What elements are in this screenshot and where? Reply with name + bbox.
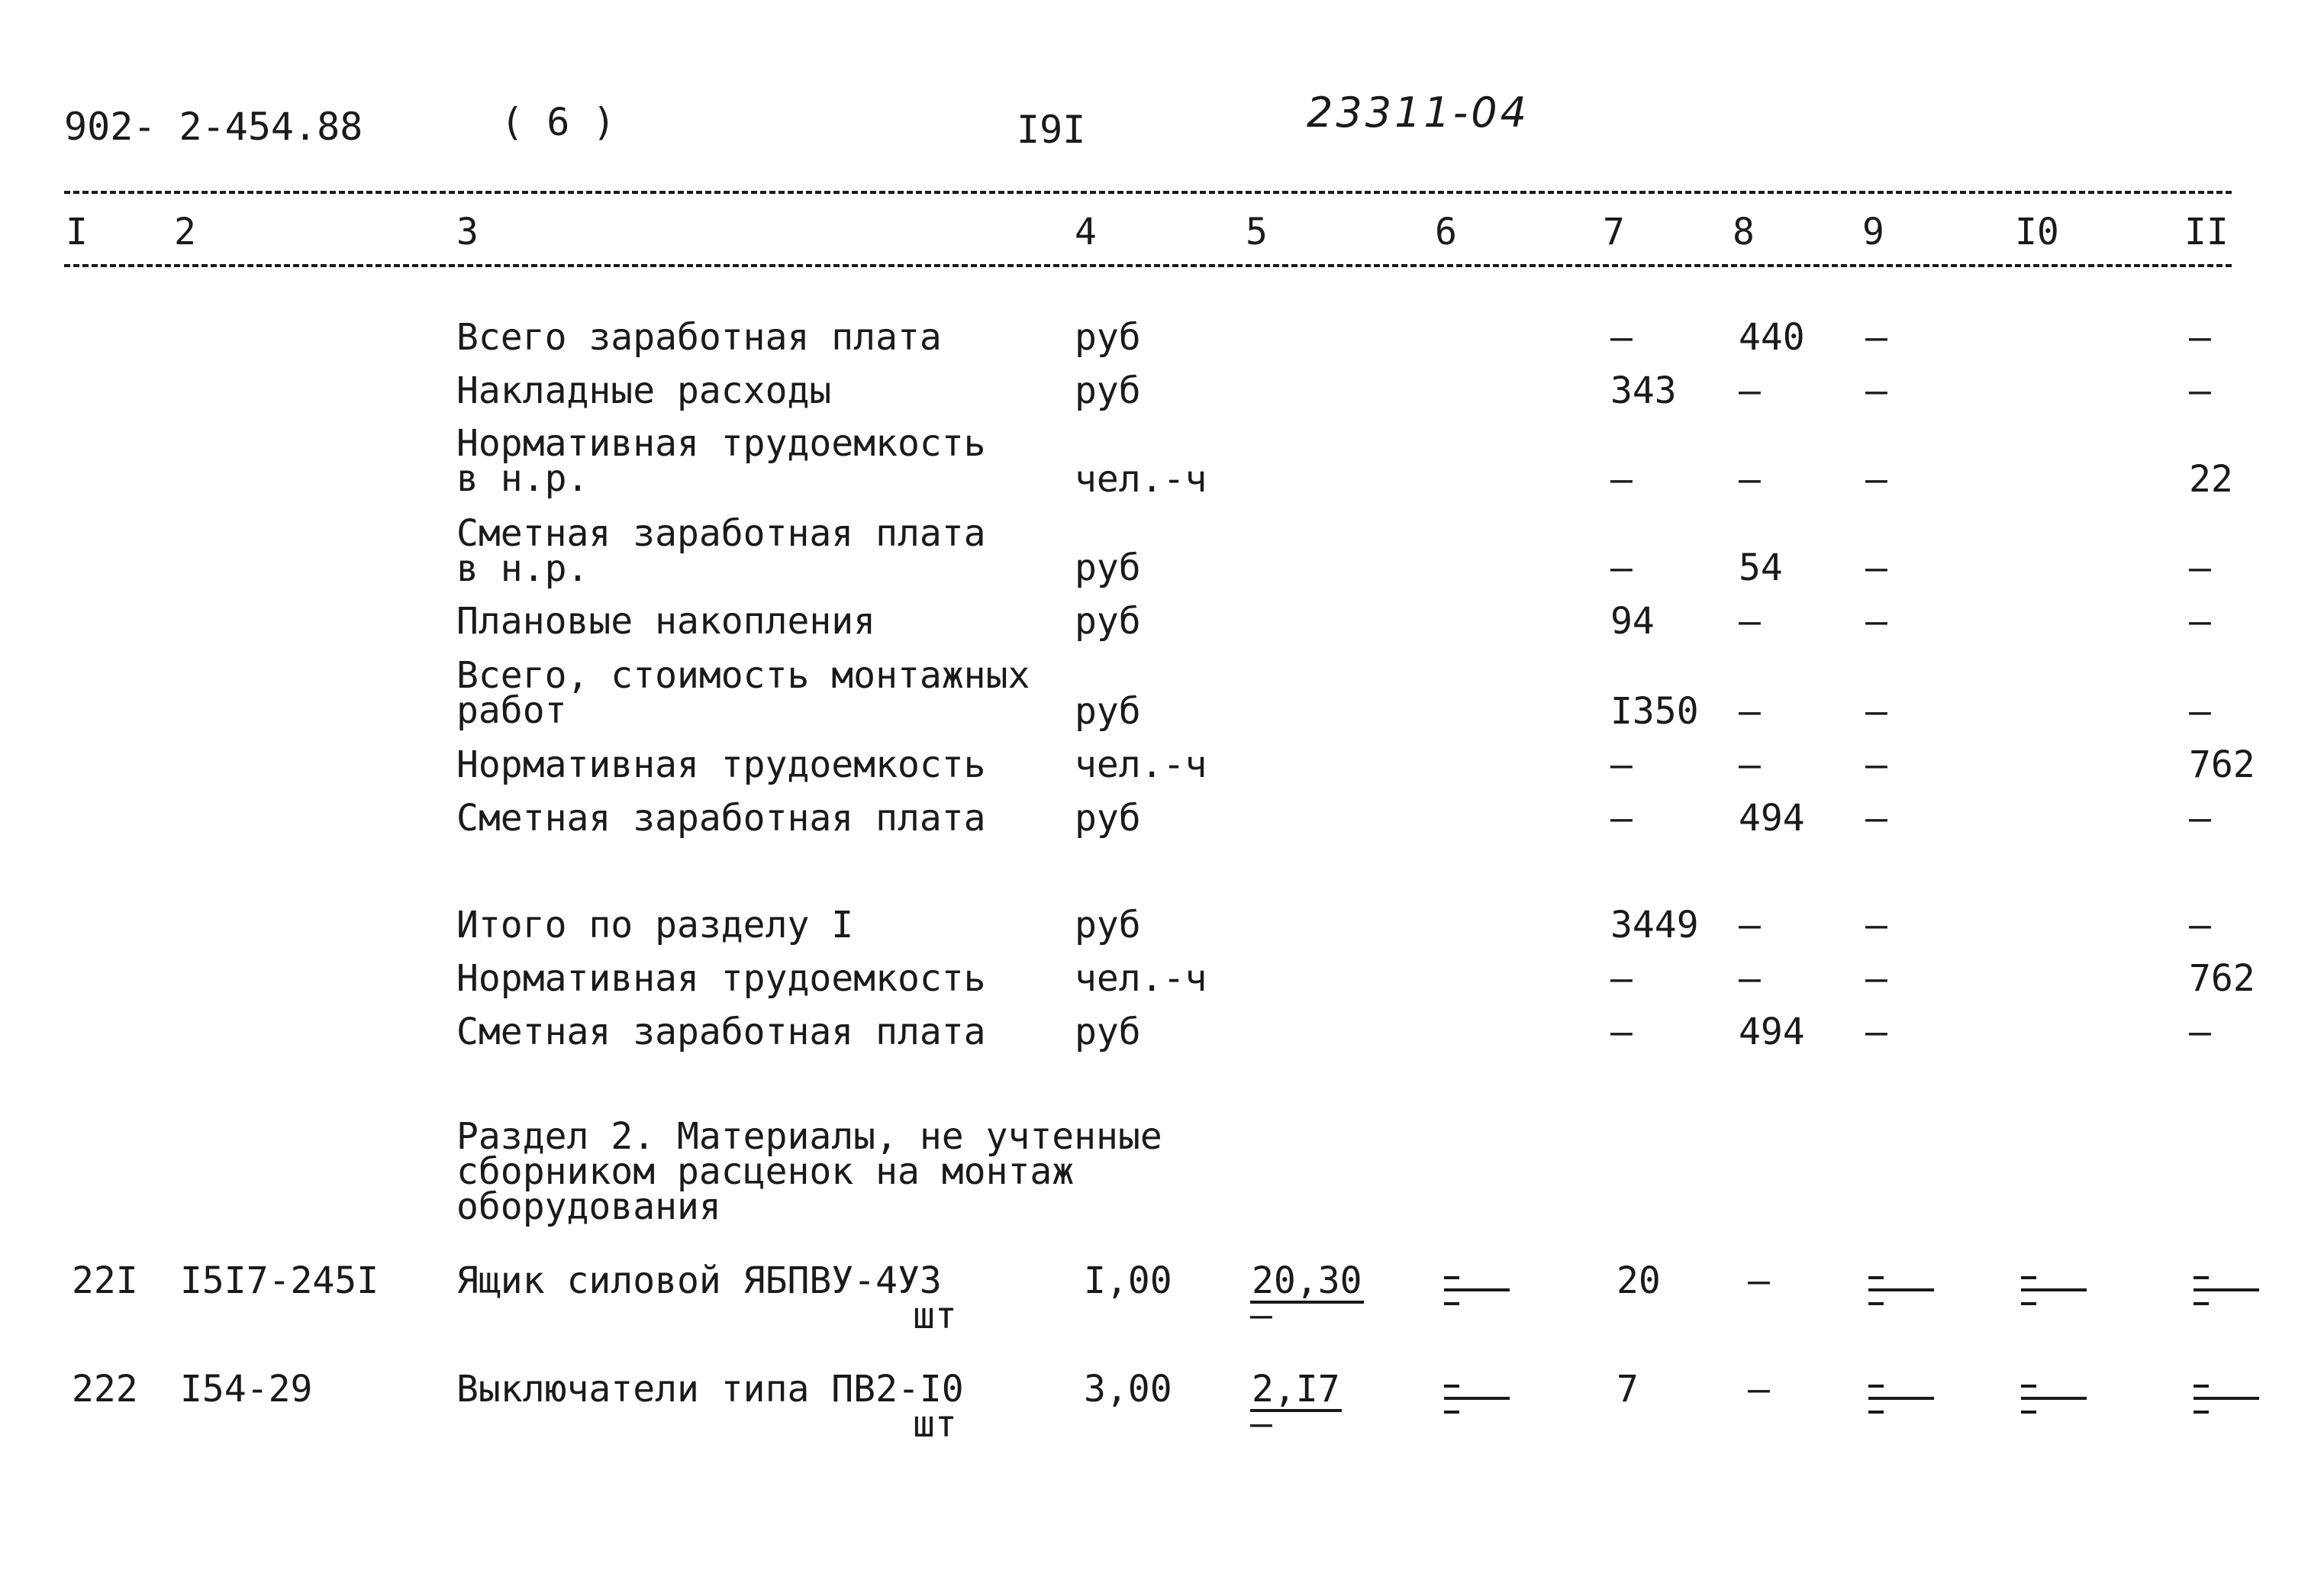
- row-unit: руб: [1075, 600, 1141, 643]
- row-col7: –: [1610, 547, 1633, 589]
- row-col7: –: [1610, 1011, 1633, 1053]
- row-unit: руб: [1075, 1011, 1141, 1053]
- item-quantity: I,00: [1084, 1259, 1172, 1302]
- row-col9: –: [1865, 316, 1887, 359]
- item-price-denominator: –: [1250, 1294, 1272, 1336]
- row-col11: –: [2189, 316, 2211, 359]
- row-col8: –: [1739, 904, 1761, 946]
- row-name: Всего, стоимость монтажных работ: [456, 654, 1030, 732]
- row-name: Нормативная трудоемкость: [456, 957, 986, 1000]
- row-col11: –: [2189, 797, 2211, 840]
- item-price-value: 20,30: [1252, 1259, 1362, 1302]
- item-unit: шт: [913, 1295, 957, 1337]
- document-code: 902- 2-454.88: [64, 105, 363, 149]
- item-col8: –: [1748, 1259, 1770, 1302]
- row-col8: 494: [1739, 1011, 1805, 1053]
- row-col9: –: [1865, 600, 1887, 643]
- item-quantity: 3,00: [1084, 1368, 1172, 1411]
- row-name: Нормативная трудоемкость: [456, 743, 986, 786]
- sheet-number: ( 6 ): [501, 100, 616, 144]
- row-name: Всего заработная плата: [456, 316, 942, 359]
- row-col11: –: [2189, 600, 2211, 643]
- row-col9: –: [1865, 797, 1887, 840]
- row-col7: –: [1610, 316, 1633, 359]
- row-name: Накладные расходы: [456, 369, 832, 412]
- empty-fraction-mark: [1444, 1385, 1510, 1420]
- column-header: 2: [174, 211, 196, 253]
- handwritten-number: 23311-04: [1307, 89, 1530, 137]
- item-name: Выключатели типа ПВ2-I0: [456, 1368, 964, 1411]
- row-col11: –: [2189, 547, 2211, 589]
- item-code: I5I7-245I: [180, 1259, 379, 1302]
- row-col7: 3449: [1610, 904, 1699, 946]
- row-col9: –: [1865, 957, 1887, 1000]
- row-col8: –: [1739, 458, 1761, 501]
- empty-fraction-mark: [2194, 1385, 2259, 1420]
- item-col7: 7: [1617, 1368, 1639, 1411]
- row-col7: 343: [1610, 369, 1677, 412]
- row-col8: 440: [1739, 316, 1805, 359]
- row-col11: 22: [2189, 458, 2233, 501]
- column-header: 3: [456, 211, 479, 253]
- row-col11: –: [2189, 904, 2211, 946]
- item-code: I54-29: [180, 1368, 313, 1411]
- item-name: Ящик силовой ЯБПВУ-4УЗ: [456, 1259, 942, 1302]
- row-col9: –: [1865, 369, 1887, 412]
- row-col9: –: [1865, 1011, 1887, 1053]
- row-col11: 762: [2189, 743, 2255, 786]
- row-col11: –: [2189, 1011, 2211, 1053]
- row-unit: руб: [1075, 547, 1141, 589]
- row-unit: руб: [1075, 904, 1141, 946]
- row-col11: –: [2189, 369, 2211, 412]
- row-col9: –: [1865, 743, 1887, 786]
- empty-fraction-mark: [2021, 1276, 2087, 1311]
- empty-fraction-mark: [2021, 1385, 2087, 1420]
- item-price-value: 2,I7: [1252, 1368, 1340, 1411]
- column-header: 5: [1246, 211, 1268, 253]
- column-header: I: [66, 211, 88, 253]
- empty-fraction-mark: [1868, 1276, 1934, 1311]
- item-price-denominator: –: [1250, 1402, 1272, 1445]
- column-header: 4: [1075, 211, 1097, 253]
- row-name: Плановые накопления: [456, 600, 876, 643]
- column-header: 8: [1733, 211, 1755, 253]
- column-header: 7: [1603, 211, 1625, 253]
- row-col8: –: [1739, 743, 1761, 786]
- row-col7: –: [1610, 957, 1633, 1000]
- column-header: I0: [2015, 211, 2059, 253]
- row-col9: –: [1865, 547, 1887, 589]
- row-col7: –: [1610, 458, 1633, 501]
- header-top-rule: [64, 191, 2232, 194]
- row-col8: 494: [1739, 797, 1805, 840]
- row-unit: руб: [1075, 690, 1141, 733]
- row-col7: –: [1610, 743, 1633, 786]
- item-col8: –: [1748, 1368, 1770, 1411]
- item-price: [1250, 1368, 1342, 1445]
- row-name: Сметная заработная плата: [456, 1011, 986, 1053]
- row-col11: 762: [2189, 957, 2255, 1000]
- row-col7: –: [1610, 797, 1633, 840]
- header-bottom-rule: [64, 264, 2232, 267]
- row-name: Нормативная трудоемкость в н.р.: [456, 422, 986, 500]
- empty-fraction-mark: [1444, 1276, 1510, 1311]
- row-col8: –: [1739, 369, 1761, 412]
- column-header: 9: [1862, 211, 1884, 253]
- item-price: [1250, 1259, 1364, 1336]
- empty-fraction-mark: [1868, 1385, 1934, 1420]
- row-unit: руб: [1075, 316, 1141, 359]
- page-number: I9I: [1017, 108, 1086, 152]
- row-col7: 94: [1610, 600, 1655, 643]
- row-col8: –: [1739, 600, 1761, 643]
- row-col8: –: [1739, 957, 1761, 1000]
- row-unit: чел.-ч: [1075, 458, 1207, 501]
- item-unit: шт: [913, 1403, 957, 1446]
- row-name: Итого по разделу I: [456, 904, 854, 946]
- item-number: 222: [72, 1368, 138, 1411]
- row-col11: –: [2189, 690, 2211, 733]
- row-col9: –: [1865, 458, 1887, 501]
- item-number: 22I: [72, 1259, 138, 1302]
- section-2-title: Раздел 2. Материалы, не учтенные сборником расценок на монтаж оборудования: [456, 1115, 1162, 1228]
- row-name: Сметная заработная плата: [456, 797, 986, 840]
- row-col8: –: [1739, 690, 1761, 733]
- row-unit: руб: [1075, 369, 1141, 412]
- column-header: II: [2184, 211, 2229, 253]
- column-header: 6: [1435, 211, 1457, 253]
- item-col7: 20: [1617, 1259, 1661, 1302]
- row-col7: I350: [1610, 690, 1699, 733]
- row-unit: чел.-ч: [1075, 957, 1207, 1000]
- row-unit: руб: [1075, 797, 1141, 840]
- row-unit: чел.-ч: [1075, 743, 1207, 786]
- row-name: Сметная заработная плата в н.р.: [456, 512, 986, 590]
- row-col9: –: [1865, 690, 1887, 733]
- row-col8: 54: [1739, 547, 1783, 589]
- row-col9: –: [1865, 904, 1887, 946]
- empty-fraction-mark: [2194, 1276, 2259, 1311]
